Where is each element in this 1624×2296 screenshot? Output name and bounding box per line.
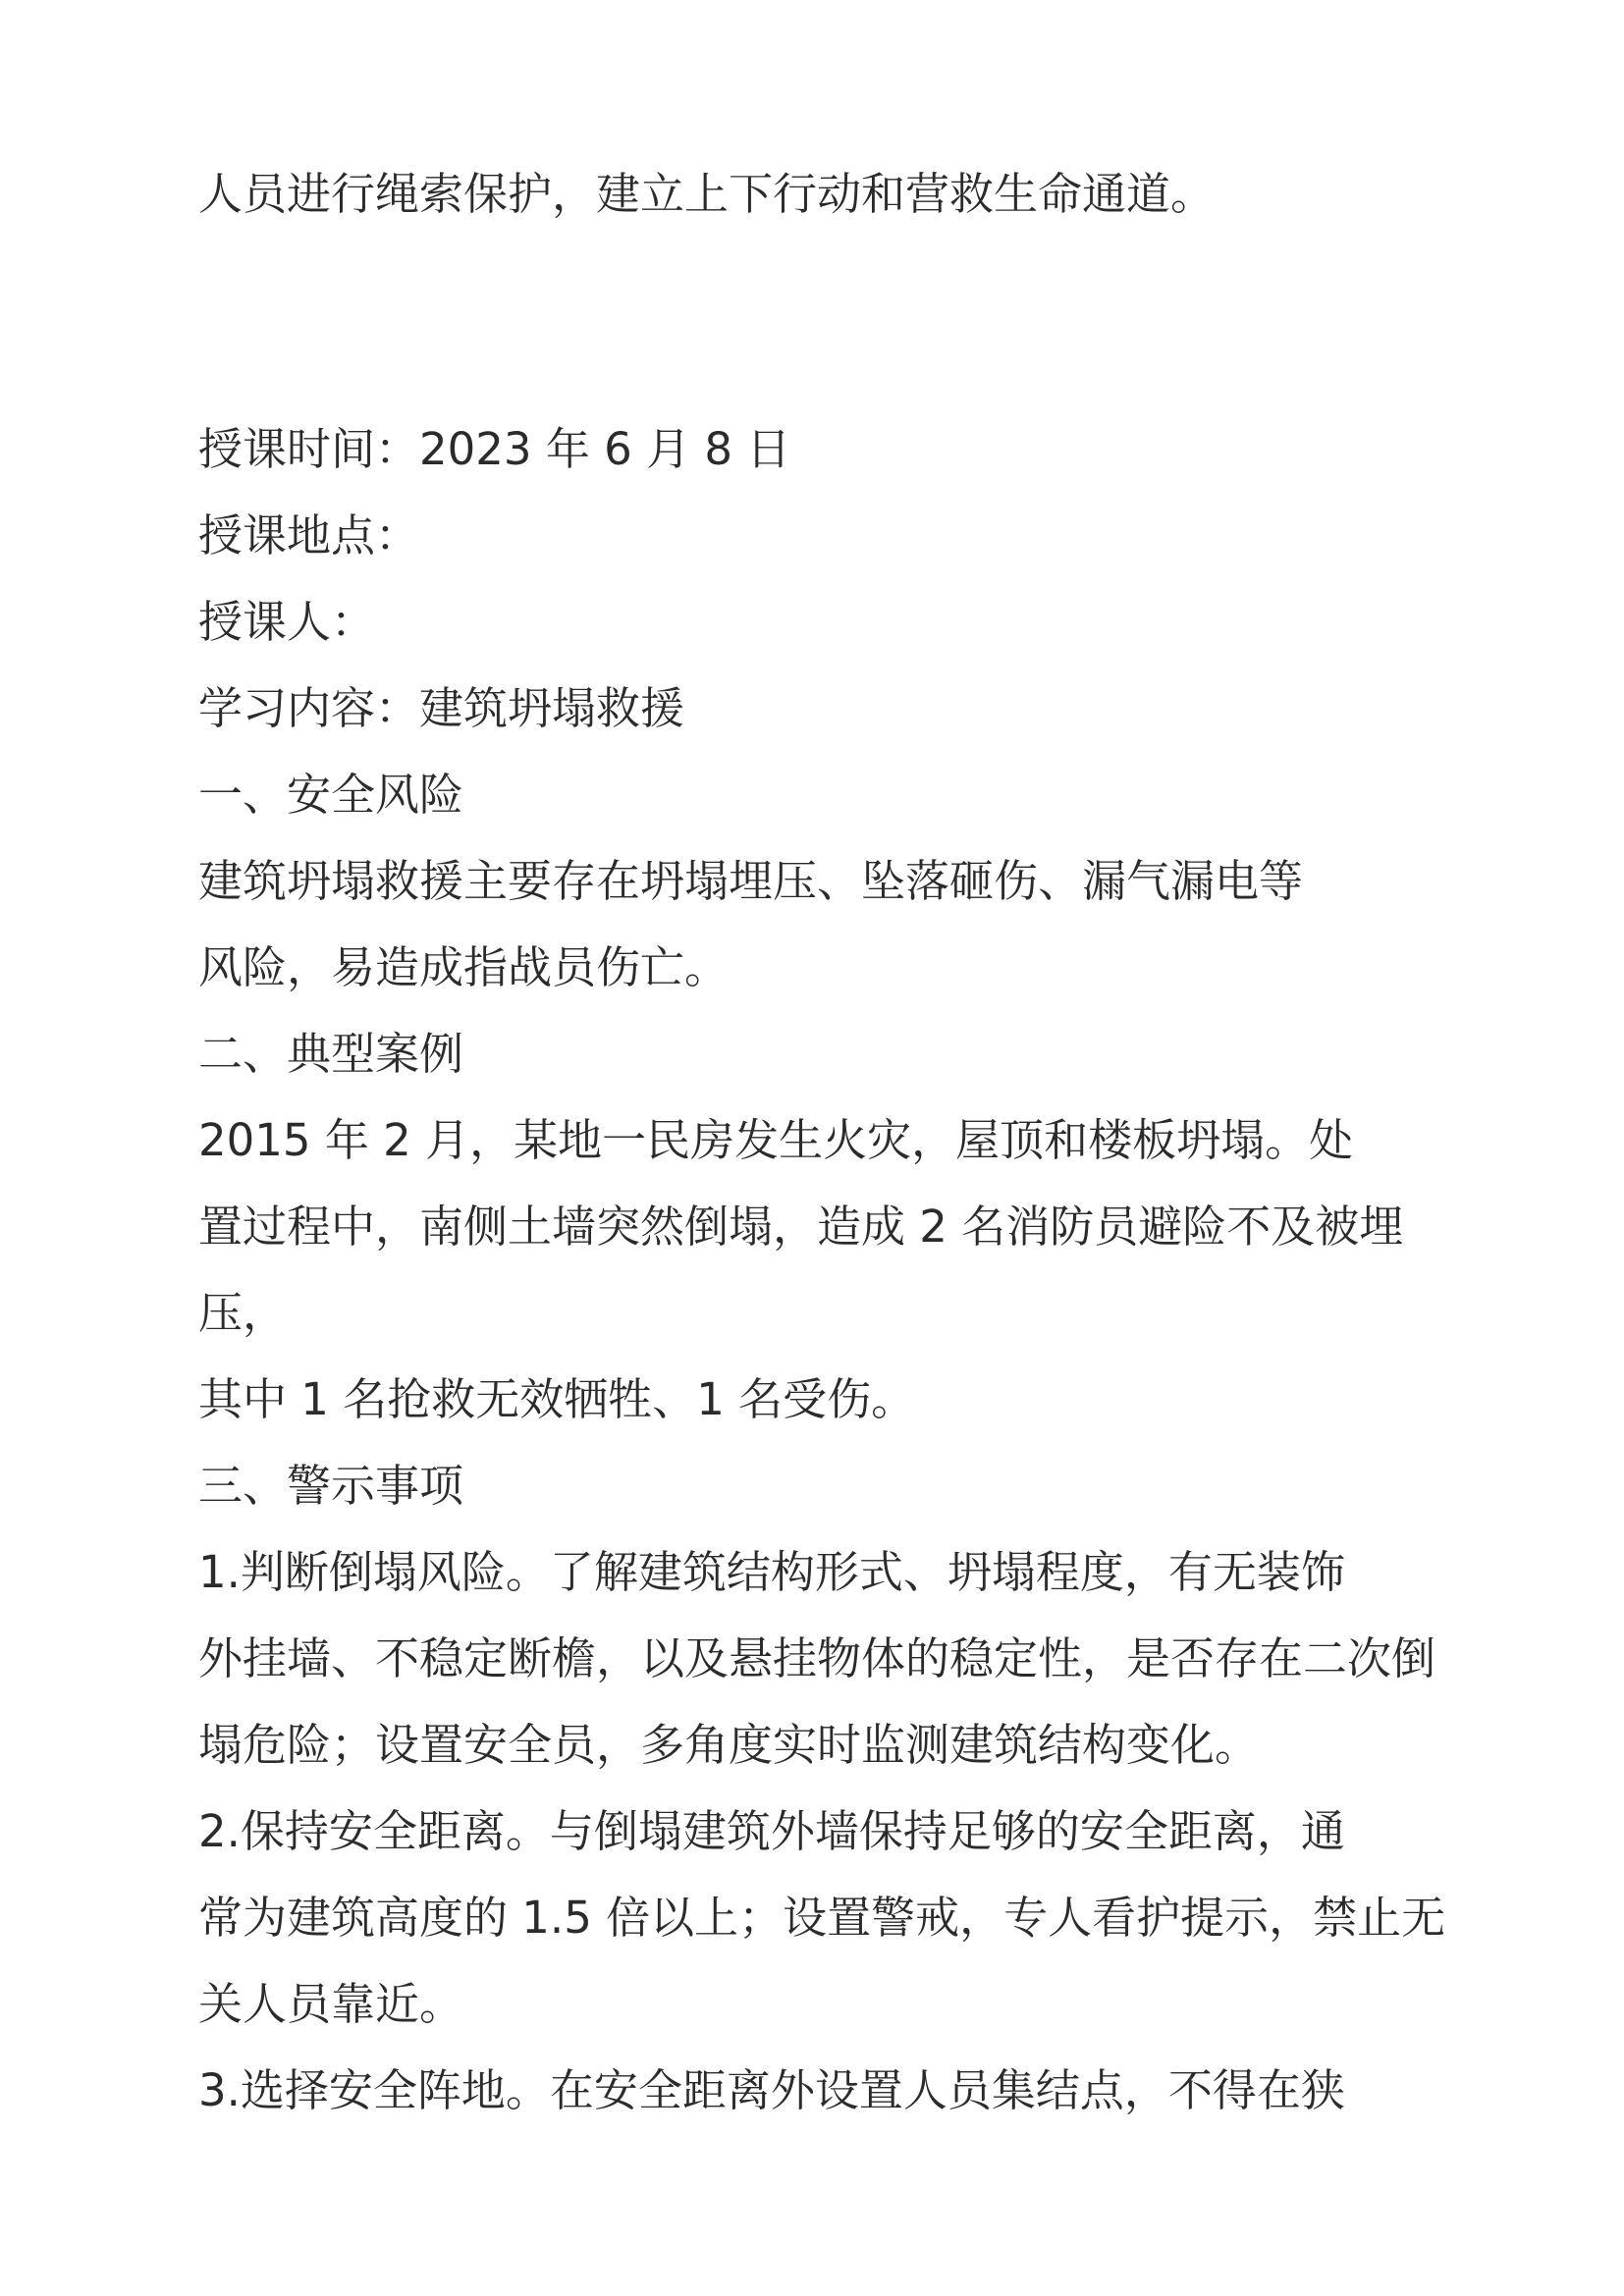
lecture-time-line: 授课时间：2023 年 6 月 8 日 [198, 423, 791, 475]
study-content-line: 学习内容：建筑坍塌救援 [198, 682, 685, 734]
text-line: 1.判断倒塌风险。了解建筑结构形式、坍塌程度，有无装饰 [198, 1546, 1345, 1598]
lecturer-line: 授课人： [198, 596, 376, 648]
text-line: 置过程中，南侧土墙突然倒塌，造成 2 名消防员避险不及被埋 [198, 1201, 1404, 1253]
text-line: 外挂墙、不稳定断檐，以及悬挂物体的稳定性，是否存在二次倒 [198, 1632, 1436, 1684]
text-line: 风险，易造成指战员伤亡。 [198, 941, 730, 993]
text-line: 塌危险；设置安全员，多角度实时监测建筑结构变化。 [198, 1719, 1260, 1771]
text-line: 2.保持安全距离。与倒塌建筑外墙保持足够的安全距离，通 [198, 1805, 1345, 1857]
text-line: 其中 1 名抢救无效牺牲、1 名受伤。 [198, 1373, 916, 1425]
text-line: 2015 年 2 月，某地一民房发生火灾，屋顶和楼板坍塌。处 [198, 1114, 1354, 1166]
text-line: 关人员靠近。 [198, 1978, 464, 2030]
text-line: 压， [198, 1287, 288, 1339]
section-heading: 二、典型案例 [198, 1028, 464, 1080]
section-heading: 三、警示事项 [198, 1460, 464, 1512]
text-line: 建筑坍塌救援主要存在坍塌埋压、坠落砸伤、漏气漏电等 [198, 855, 1304, 907]
text-line: 人员进行绳索保护，建立上下行动和营救生命通道。 [198, 168, 1216, 220]
text-line: 常为建筑高度的 1.5 倍以上；设置警戒，专人看护提示，禁止无 [198, 1892, 1446, 1944]
text-line: 3.选择安全阵地。在安全距离外设置人员集结点，不得在狭 [198, 2064, 1345, 2116]
lecture-location-line: 授课地点： [198, 509, 420, 561]
section-heading: 一、安全风险 [198, 769, 464, 821]
